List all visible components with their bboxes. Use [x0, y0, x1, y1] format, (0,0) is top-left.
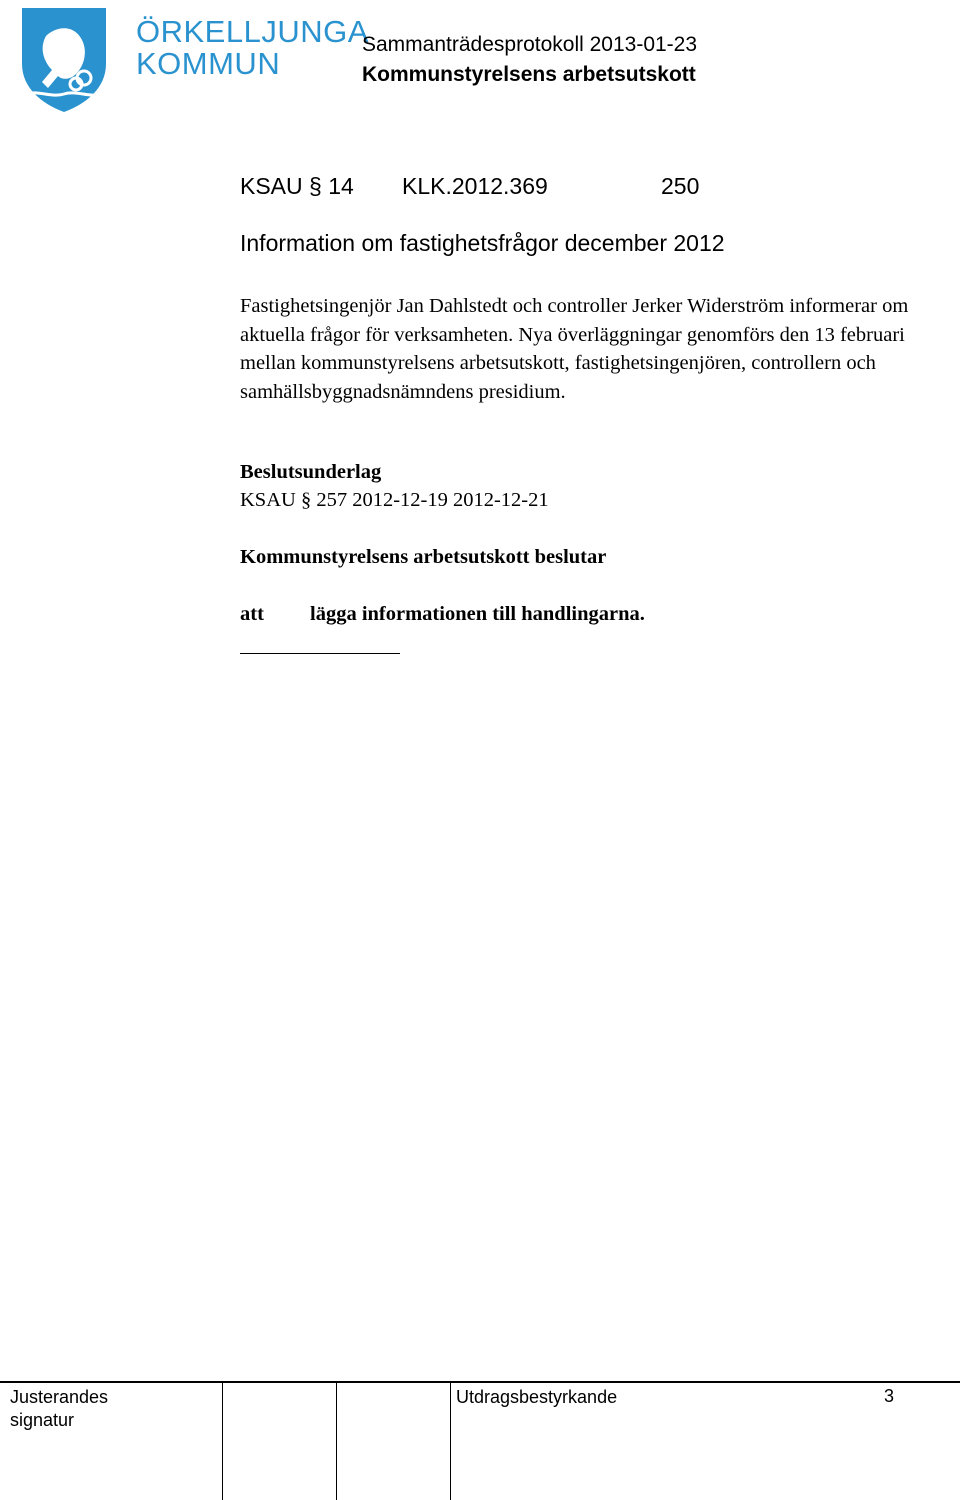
page-number: 3 — [884, 1386, 895, 1406]
decision-att: att — [240, 603, 264, 625]
basis-reference: KSAU § 257 2012-12-19 2012-12-21 — [240, 489, 549, 511]
end-rule — [240, 653, 400, 654]
protocol-title: Sammanträdesprotokoll 2013-01-23 — [362, 33, 698, 56]
justerandes-label: Justerandes — [10, 1387, 109, 1407]
case-number: KLK.2012.369 — [402, 173, 548, 199]
utdragsbestyrkande-label: Utdragsbestyrkande — [456, 1387, 618, 1407]
footer-divider — [450, 1383, 451, 1500]
section-topic: Information om fastighetsfrågor december 2012 — [240, 230, 725, 256]
committee-name: Kommunstyrelsens arbetsutskott — [362, 63, 696, 86]
signature-footer — [0, 1381, 960, 1500]
decision-heading: Kommunstyrelsens arbetsutskott beslutar — [240, 546, 607, 568]
footer-divider — [222, 1383, 223, 1500]
decision-text: lägga informationen till handlingarna. — [310, 603, 645, 625]
section-symbol: KSAU § 14 — [240, 173, 354, 199]
logo-name-line2: KOMMUN — [136, 46, 281, 81]
municipality-logo — [18, 6, 369, 116]
coat-of-arms-icon — [18, 6, 110, 114]
body-paragraph: Fastighetsingenjör Jan Dahlstedt och controller Jerker Widerström informerar om aktuella frågor för verksamheten. Nya överläggningar genomförs den 13 februari mellan kommunstyrelsens arbetsutskott, fastighetsingenjören, controllern och samhällsbyggnadsnämndens presidium. — [240, 295, 909, 403]
logo-name-line1: ÖRKELLJUNGA — [136, 14, 369, 49]
footer-divider — [336, 1383, 337, 1500]
basis-heading: Beslutsunderlag — [240, 461, 382, 483]
signatur-label: signatur — [10, 1410, 75, 1430]
page-reference: 250 — [661, 173, 700, 199]
